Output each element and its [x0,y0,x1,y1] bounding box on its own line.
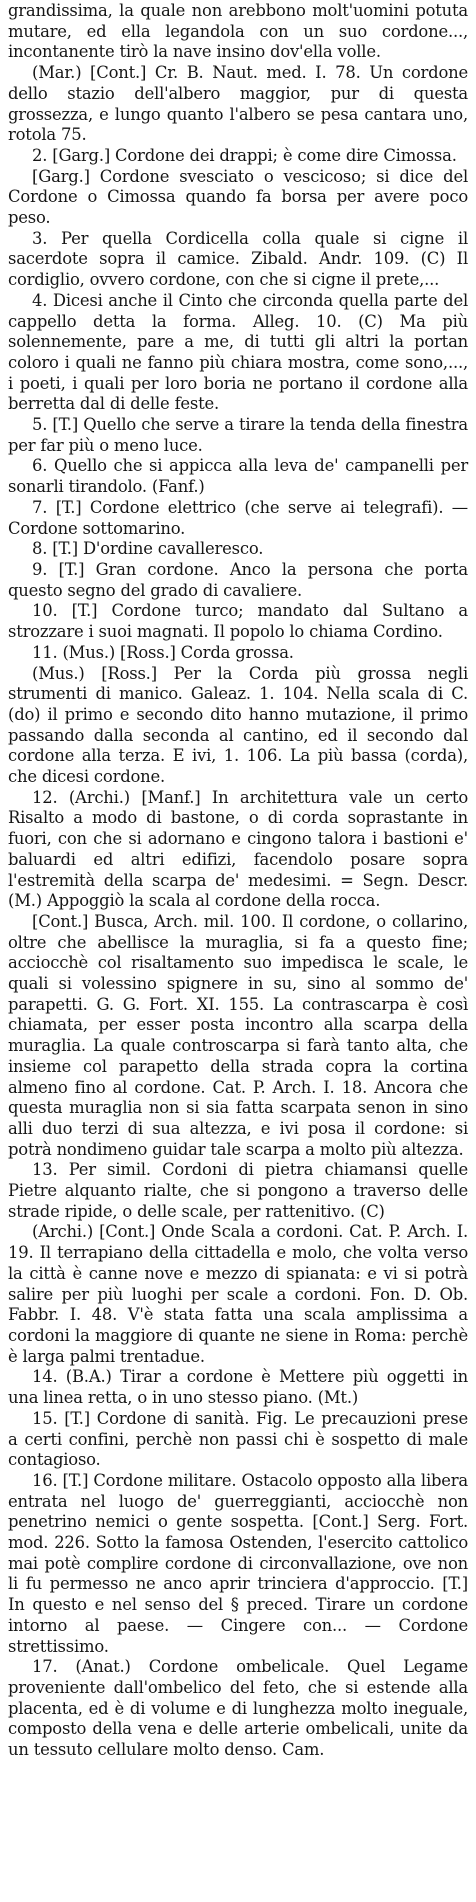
sense-10: 10. [T.] Cordone turco; mandato dal Sultano a strozzare i suoi magnati. Il popolo lo chiama Cordino. [8,601,468,642]
sense-8: 8. [T.] D'ordine cavalleresco. [32,539,264,559]
sense-13: 13. Per simil. Cordoni di pietra chiamansi quelle Pietre alquanto rialte, che si pongono a traverso delle strade ripide, o delle scale, per rattenitivo. (C) [8,1160,468,1221]
sense-16: 16. [T.] Cordone militare. Ostacolo opposto alla libera entrata nel luogo de' guerreggianti, acciocchè non penetrino nemici o gente sospetta. [Cont.] Serg. Fort. mod. 226. Sotto la famosa Ostenden, l'esercito cattolico mai potè complire cordone di circonvallazione, ove non li fu permesso ne anco aprir trinciera d'approccio. [T.] In questo e nel senso del § preced. Tirare un cordone intorno al paese. — Cingere con... — Cordone strettissimo. [8,1470,468,1656]
sense-5: 5. [T.] Quello che serve a tirare la tenda della finestra per far più o meno luce. [8,415,468,455]
sense-13-sub: (Archi.) [Cont.] Onde Scala a cordoni. Cat. P. Arch. I. 19. Il terrapiano della cittadella e molo, che volta verso la città è canne nove e mezzo di spianata: e vi si potrà salire per più luoghi per scale a cordoni. Fon. D. Ob. Fabbr. I. 48. V'è stata fatta una scala amplissima a cordoni la maggiore di quante ne siene in Roma: perchè è larga palmi trentadue. [8,1222,468,1366]
sense-15: 15. [T.] Cordone di sanità. Fig. Le precauzioni prese a certi confini, perchè non passi chi è sospetto di male contagioso. [8,1408,468,1470]
sense-12-citation: [Cont.] Busca, Arch. mil. 100. Il cordone, o collarino, oltre che abellisce la muraglia, si fa a questo fine; acciocchè col risaltamento suo impedisca le scale, le quali si volessino spignere in su, sino al sommo de' parapetti. G. G. Fort. XI. 155. La contrascarpa è così chiamata, per esser posta incontro alla scarpa della muraglia. La quale controscarpa si farà tanto alta, che insieme col parapetto della strada copra la cortina almeno fino al cordone. Cat. P. Arch. I. 18. Ancora che questa muraglia non si sia fatta scarpata senon in sino alli duo terzi di sua altezza, e ivi posa il cordone: si potrà nondimeno guidar tale scarpa a molto più altezza. [8,911,468,1159]
sense-7: 7. [T.] Cordone elettrico (che serve ai telegrafi). — Cordone sottomarino. [8,497,468,538]
sense-11: 11. (Mus.) [Ross.] Corda grossa. [32,642,294,662]
sense-6: 6. Quello che si appicca alla leva de' campanelli per sonarli tirandolo. (Fanf.) [8,456,468,497]
sense-3: 3. Per quella Cordicella colla quale si cigne il sacerdote sopra il camice. Zibald. Andr. 109. (C) Il cordiglio, ovvero cordone, con che si cigne il prete,... [8,228,468,290]
sense-14: 14. (B.A.) Tirar a cordone è Mettere più oggetti in una linea retta, o in uno stesso piano. (Mt.) [8,1367,468,1408]
sense-9: 9. [T.] Gran cordone. Anco la persona che porta questo segno del grado di cavaliere. [8,559,468,600]
sense-11-sub: (Mus.) [Ross.] Per la Corda più grossa negli strumenti di manico. Galeaz. 1. 104. Nella scala di C. (do) il primo e secondo dito hanno mutazione, il primo passando dalla seconda al cantino, ed il secondo dal cordone alla terza. E ivi, 1. 106. La più bassa (corda), che dicesi cordone. [8,663,468,787]
sense-4: 4. Dicesi anche il Cinto che circonda quella parte del cappello detta la forma. Alleg. 10. (C) Ma più solennemente, pare a me, di tutti gli altri la portan coloro i quali ne fanno più chiara mostra, come sono,..., i poeti, i quali per loro boria ne portano il cordone alla berretta dal di delle feste. [8,290,468,414]
sense-12: 12. (Archi.) [Manf.] In architettura vale un certo Risalto a modo di bastone, o di corda soprastante in fuori, con che si adornano e cingono talora i bastioni e' baluardi ed altri edifizi, facendolo posare sopra l'estremità della scarpa de' medesimi. = Segn. Descr. (M.) Appoggiò la scala al cordone della rocca. [8,787,468,911]
entry-continuation: grandissima, la quale non arebbono molt'uomini potuta mutare, ed ella legandola con un suo cordone..., incontanente tirò la nave insino dov'ella volle. [8,1,468,62]
sense-2: 2. [Garg.] Cordone dei drappi; è come dire Cimossa. [32,145,457,165]
sense-2-sub: [Garg.] Cordone svesciato o vescicoso; si dice del Cordone o Cimossa quando fa borsa per avere poco peso. [8,166,468,228]
sense-17: 17. (Anat.) Cordone ombelicale. Quel Legame proveniente dall'ombelico del feto, che si estende alla placenta, ed è di volume e di lunghezza molto ineguale, composto della vena e delle arterie ombelicali, unite da un tessuto cellulare molto denso. Cam. [8,1657,468,1760]
sense-1-citation: (Mar.) [Cont.] Cr. B. Naut. med. I. 78. Un cordone dello stazio dell'albero maggior, pur di questa grossezza, e lungo quanto l'albero se pesa cantara uno, rotola 75. [8,63,468,145]
